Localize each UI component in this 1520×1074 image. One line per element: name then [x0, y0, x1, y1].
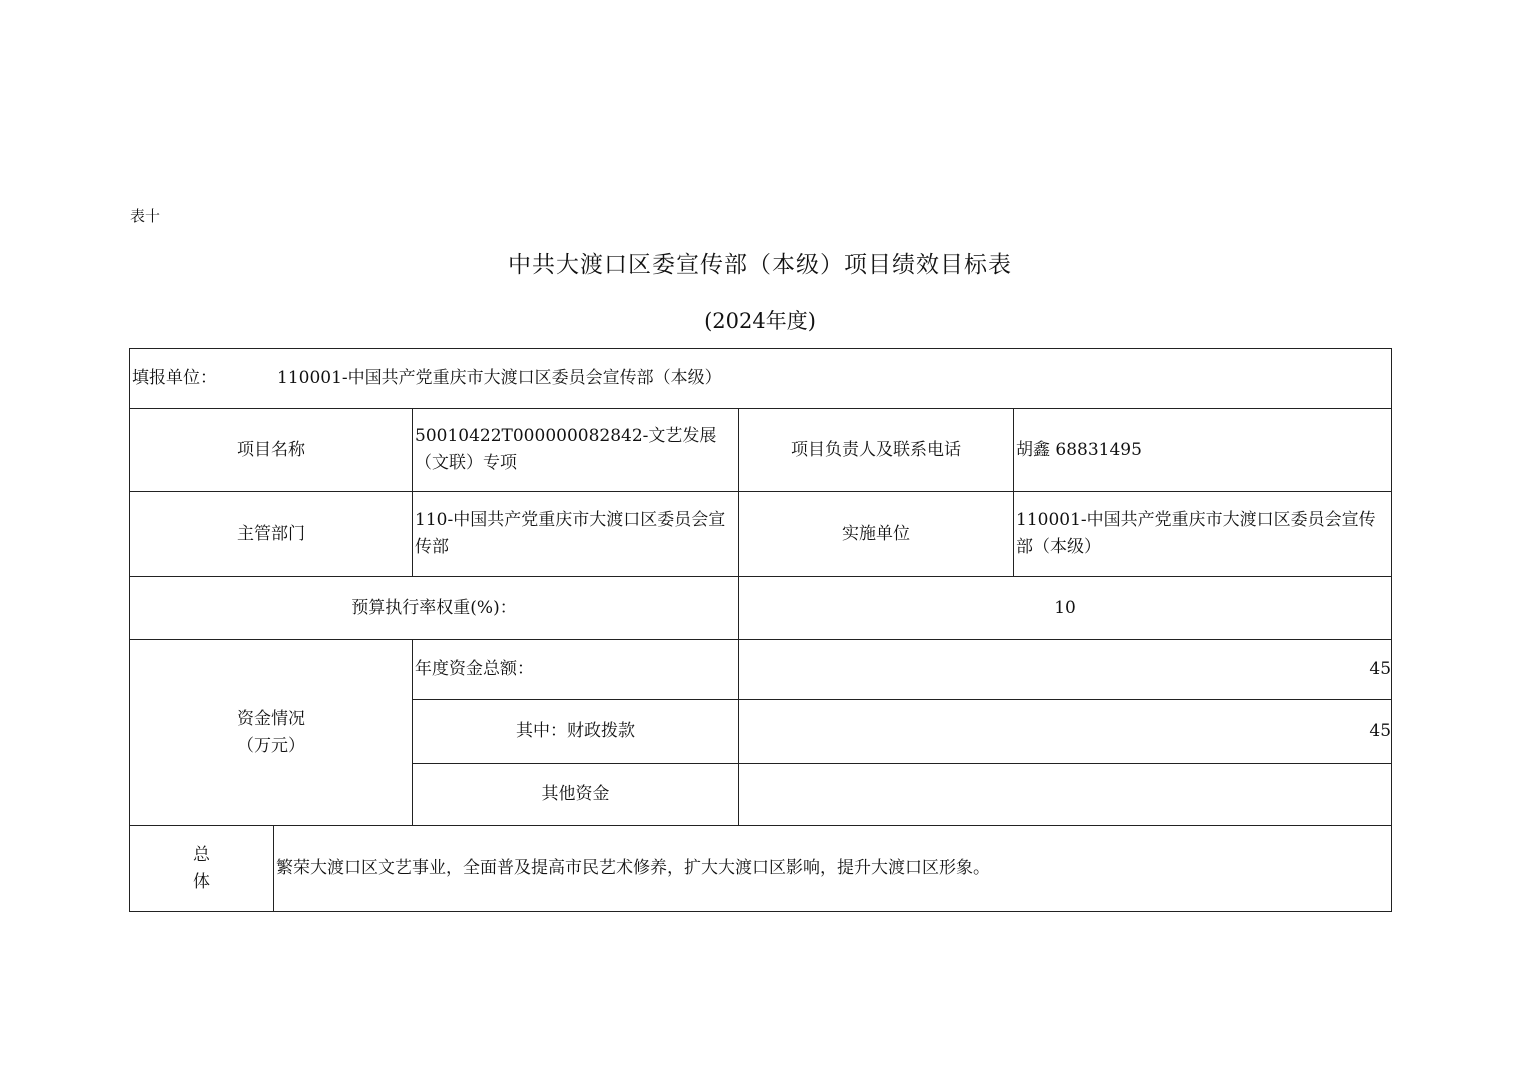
reporting-unit-label: 填报单位：: [132, 368, 217, 388]
annual-total-row: [130, 640, 1392, 700]
overall-label: [130, 826, 274, 912]
funds-label-line2: （万元）: [237, 735, 305, 756]
funds-label-line1: 资金情况: [237, 708, 305, 729]
year-subtitle: (2024年度): [704, 309, 816, 333]
implementer-value: 110001-中国共产党重庆市大渡口区委员会宣传部（本级）: [1014, 492, 1392, 577]
supervisor-row: [130, 492, 1392, 577]
reporting-unit-row: [130, 349, 1392, 409]
annual-total-label: 年度资金总额：: [413, 640, 739, 700]
fiscal-value: 45: [739, 700, 1392, 764]
project-manager-value: 胡鑫 68831495: [1014, 409, 1392, 492]
page-title: 中共大渡口区委宣传部（本级）项目绩效目标表: [508, 252, 1012, 278]
project-name-label: 项目名称: [130, 409, 413, 492]
reporting-unit-value: 110001-中国共产党重庆市大渡口区委员会宣传部（本级）: [277, 368, 722, 388]
supervisor-label: 主管部门: [130, 492, 413, 577]
funds-label: [130, 640, 413, 826]
overall-goal-text: 繁荣大渡口区文艺事业，全面普及提高市民艺术修养，扩大大渡口区影响，提升大渡口区形象。: [274, 826, 1392, 912]
overall-goal-row: [130, 826, 1392, 912]
project-name-row: [130, 409, 1392, 492]
supervisor-value: 110-中国共产党重庆市大渡口区委员会宣传部: [413, 492, 739, 577]
project-manager-label: 项目负责人及联系电话: [739, 409, 1014, 492]
implementer-label: 实施单位: [739, 492, 1014, 577]
budget-weight-row: [130, 577, 1392, 640]
reporting-unit-cell: [130, 349, 1392, 409]
budget-weight-label: 预算执行率权重(%)：: [130, 577, 739, 640]
other-funds-value: [739, 764, 1392, 826]
other-funds-label: 其他资金: [413, 764, 739, 826]
performance-target-table: [129, 348, 1392, 912]
project-name-value: 50010422T000000082842-文艺发展（文联）专项: [413, 409, 739, 492]
table-number-label: 表十: [130, 207, 161, 225]
overall-label-line2: 体: [193, 871, 210, 892]
annual-total-value: 45: [739, 640, 1392, 700]
overall-label-line1: 总: [193, 844, 210, 865]
budget-weight-value: 10: [739, 577, 1392, 640]
fiscal-label: 其中：财政拨款: [413, 700, 739, 764]
